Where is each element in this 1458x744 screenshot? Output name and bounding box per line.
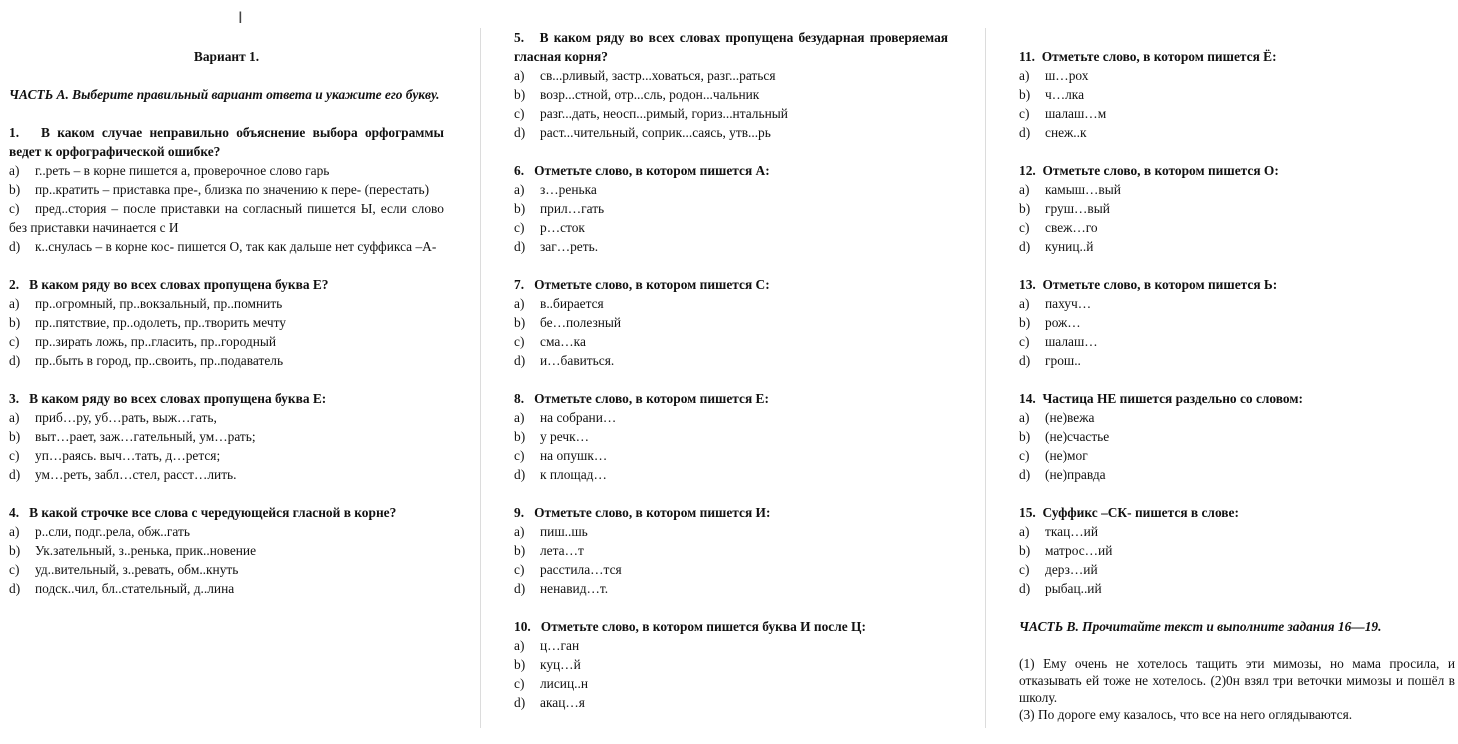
option-letter: b)	[1019, 201, 1031, 216]
question-text: В какой строчке все слова с чередующейся гласной в корне?	[29, 505, 397, 520]
option-letter: a)	[514, 296, 525, 311]
column-2	[514, 0, 948, 712]
question-8	[514, 389, 948, 484]
option-letter: a)	[9, 410, 20, 425]
question-number: 6.	[514, 163, 525, 178]
answer-option[interactable]	[1019, 408, 1455, 427]
answer-option[interactable]	[514, 123, 948, 142]
question-text: Отметьте слово, в котором пишется Ё:	[1041, 49, 1277, 64]
option-letter: c)	[1019, 562, 1030, 577]
question-13	[1019, 275, 1455, 370]
answer-option[interactable]	[514, 579, 948, 598]
option-text: прил…гать	[540, 201, 605, 216]
answer-option[interactable]	[1019, 199, 1455, 218]
option-letter: c)	[514, 220, 525, 235]
option-letter: b)	[514, 315, 526, 330]
option-letter: d)	[1019, 239, 1031, 254]
question-number: 14.	[1019, 391, 1036, 406]
option-letter: d)	[1019, 581, 1031, 596]
option-text: лета…т	[540, 543, 584, 558]
answer-option[interactable]	[1019, 218, 1455, 237]
option-letter: c)	[1019, 334, 1030, 349]
option-text: ткац…ий	[1045, 524, 1098, 539]
question-number: 9.	[514, 505, 525, 520]
question-15	[1019, 503, 1455, 598]
question-12	[1019, 161, 1455, 256]
text-paragraph-2: (3) По дороге ему казалось, что все на него оглядываются.	[1019, 707, 1353, 722]
option-letter: d)	[1019, 353, 1031, 368]
answer-option[interactable]	[1019, 85, 1455, 104]
option-text: р..сли, подг..рела, обж..гать	[35, 524, 190, 539]
option-text: г..реть – в корне пишется а, проверочное слово гарь	[35, 163, 330, 178]
option-text: сма…ка	[540, 334, 586, 349]
option-letter: c)	[514, 676, 525, 691]
question-text: Отметьте слово, в котором пишется А:	[534, 163, 770, 178]
option-text: к..снулась – в корне кос- пишется О, так как дальше нет суффикса –А-	[35, 239, 437, 254]
answer-option[interactable]	[9, 351, 444, 370]
column-1	[9, 0, 444, 598]
option-text: грош..	[1045, 353, 1081, 368]
option-letter: a)	[1019, 182, 1030, 197]
text-paragraph-1: (1) Ему очень не хотелось тащить эти мимозы, но мама просила, и отказывать ей тоже не хотелось. (2)0н взял три веточки мимозы и пошёл в школу.	[1019, 656, 1455, 705]
option-letter: c)	[514, 334, 525, 349]
answer-option[interactable]	[514, 560, 948, 579]
option-letter: a)	[1019, 524, 1030, 539]
option-text: на опушк…	[540, 448, 608, 463]
option-text: матрос…ий	[1045, 543, 1113, 558]
option-letter: c)	[9, 562, 20, 577]
option-text: снеж..к	[1045, 125, 1087, 140]
answer-option[interactable]	[9, 579, 444, 598]
answer-option[interactable]	[1019, 313, 1455, 332]
option-text: дерз…ий	[1045, 562, 1098, 577]
option-text: акац…я	[540, 695, 585, 710]
option-text: ненавид…т.	[540, 581, 609, 596]
question-2	[9, 275, 444, 370]
answer-option[interactable]	[514, 351, 948, 370]
option-letter: b)	[514, 657, 526, 672]
option-letter: b)	[1019, 429, 1031, 444]
option-text: лисиц..н	[540, 676, 588, 691]
option-letter: d)	[9, 353, 21, 368]
answer-option[interactable]	[1019, 579, 1455, 598]
answer-option[interactable]	[1019, 332, 1455, 351]
question-text: В каком ряду во всех словах пропущена безударная проверяемая гласная корня?	[514, 30, 949, 64]
option-letter: d)	[514, 239, 526, 254]
option-letter: c)	[1019, 220, 1030, 235]
option-text: рыбац..ий	[1045, 581, 1102, 596]
option-text: свеж…го	[1045, 220, 1098, 235]
option-letter: a)	[1019, 68, 1030, 83]
option-letter: d)	[9, 581, 21, 596]
option-text: и…бавиться.	[540, 353, 615, 368]
option-text: заг…реть.	[540, 239, 599, 254]
option-letter: c)	[514, 562, 525, 577]
question-text: Отметьте слово, в котором пишется И:	[534, 505, 771, 520]
option-letter: a)	[514, 68, 525, 83]
option-letter: b)	[9, 182, 21, 197]
option-letter: d)	[514, 581, 526, 596]
question-6	[514, 161, 948, 256]
option-text: раст...чительный, соприк...саясь, утв...рь	[540, 125, 771, 140]
option-text: на собрани…	[540, 410, 617, 425]
option-letter: a)	[514, 638, 525, 653]
question-text: Частица НЕ пишется раздельно со словом:	[1042, 391, 1303, 406]
text-cursor-icon: I	[238, 8, 243, 27]
option-text: выт…рает, заж…гательный, ум…рать;	[35, 429, 256, 444]
answer-option[interactable]	[1019, 180, 1455, 199]
option-text: рож…	[1045, 315, 1081, 330]
option-text: Ук.зательный, з..ренька, прик..новение	[35, 543, 257, 558]
answer-option[interactable]	[514, 541, 948, 560]
answer-option[interactable]	[1019, 351, 1455, 370]
answer-option[interactable]	[9, 332, 444, 351]
part-b-instruction: ЧАСТЬ В. Прочитайте текст и выполните задания 16—19.	[1019, 619, 1382, 634]
answer-option[interactable]	[9, 161, 444, 180]
option-letter: c)	[514, 448, 525, 463]
answer-option[interactable]	[9, 199, 444, 237]
option-text: св...рливый, застр...ховаться, разг...раться	[540, 68, 776, 83]
option-letter: b)	[1019, 87, 1031, 102]
answer-option[interactable]	[514, 674, 948, 693]
option-letter: d)	[9, 467, 21, 482]
option-text: пред..стория – после приставки на согласный пишется Ы, если слово без приставки начинается с И	[9, 201, 444, 235]
option-letter: d)	[9, 239, 21, 254]
option-text: ум…реть, забл…стел, расст…лить.	[35, 467, 237, 482]
option-letter: b)	[9, 543, 21, 558]
option-letter: b)	[514, 87, 526, 102]
answer-option[interactable]	[514, 522, 948, 541]
option-text: (не)правда	[1045, 467, 1106, 482]
option-text: камыш…вый	[1045, 182, 1121, 197]
option-letter: d)	[514, 125, 526, 140]
answer-option[interactable]	[1019, 522, 1455, 541]
option-text: в..бирается	[540, 296, 604, 311]
option-text: ц…ган	[540, 638, 580, 653]
option-letter: a)	[514, 410, 525, 425]
option-text: р…сток	[540, 220, 585, 235]
question-9	[514, 503, 948, 598]
question-text: В каком случае неправильно объяснение выбора орфограммы ведет к орфографической ошибке?	[9, 125, 444, 159]
option-letter: b)	[514, 201, 526, 216]
question-number: 12.	[1019, 163, 1036, 178]
answer-option[interactable]	[9, 560, 444, 579]
answer-option[interactable]	[514, 218, 948, 237]
answer-option[interactable]	[9, 237, 444, 256]
answer-option[interactable]	[514, 655, 948, 674]
option-text: ш…рох	[1045, 68, 1089, 83]
answer-option[interactable]	[514, 199, 948, 218]
option-letter: a)	[9, 163, 20, 178]
question-number: 1.	[9, 125, 20, 140]
option-letter: a)	[514, 182, 525, 197]
option-text: пиш..шь	[540, 524, 588, 539]
answer-option[interactable]	[514, 408, 948, 427]
answer-option[interactable]	[9, 446, 444, 465]
option-text: расстила…тся	[540, 562, 622, 577]
option-letter: c)	[1019, 106, 1030, 121]
option-letter: d)	[1019, 125, 1031, 140]
question-number: 8.	[514, 391, 525, 406]
option-letter: d)	[1019, 467, 1031, 482]
option-letter: c)	[1019, 448, 1030, 463]
option-text: куц…й	[540, 657, 581, 672]
question-text: В каком ряду во всех словах пропущена буква Е:	[29, 391, 327, 406]
option-letter: b)	[514, 543, 526, 558]
answer-option[interactable]	[1019, 446, 1455, 465]
option-letter: b)	[1019, 543, 1031, 558]
answer-option[interactable]	[514, 693, 948, 712]
question-5	[514, 28, 948, 142]
option-text: шалаш…	[1045, 334, 1098, 349]
answer-option[interactable]	[514, 294, 948, 313]
column-3	[1019, 0, 1455, 723]
question-text: Отметьте слово, в котором пишется Е:	[534, 391, 769, 406]
option-text: (не)счастье	[1045, 429, 1110, 444]
answer-option[interactable]	[514, 636, 948, 655]
option-text: пр..быть в город, пр..своить, пр..подаватель	[35, 353, 284, 368]
option-letter: d)	[514, 353, 526, 368]
option-letter: c)	[9, 448, 20, 463]
answer-option[interactable]	[9, 465, 444, 484]
answer-option[interactable]	[9, 427, 444, 446]
question-number: 15.	[1019, 505, 1036, 520]
question-number: 5.	[514, 30, 525, 45]
option-text: пр..пятствие, пр..одолеть, пр..творить мечту	[35, 315, 286, 330]
part-a-instruction: ЧАСТЬ А. Выберите правильный вариант ответа и укажите его букву.	[9, 87, 440, 102]
option-text: уп…раясь. выч…тать, д…рется;	[35, 448, 221, 463]
option-letter: a)	[9, 524, 20, 539]
option-text: разг...дать, неосп...римый, гориз...нтальный	[540, 106, 788, 121]
question-number: 4.	[9, 505, 20, 520]
question-text: Отметьте слово, в котором пишется Ь:	[1042, 277, 1278, 292]
question-text: Отметьте слово, в котором пишется С:	[534, 277, 770, 292]
question-number: 10.	[514, 619, 531, 634]
question-number: 7.	[514, 277, 525, 292]
answer-option[interactable]	[9, 294, 444, 313]
answer-option[interactable]	[514, 237, 948, 256]
option-text: подск..чил, бл..стательный, д..лина	[35, 581, 235, 596]
option-letter: a)	[1019, 296, 1030, 311]
question-text: Отметьте слово, в котором пишется О:	[1042, 163, 1279, 178]
option-text: у речк…	[540, 429, 589, 444]
option-text: (не)мог	[1045, 448, 1088, 463]
option-letter: a)	[9, 296, 20, 311]
option-letter: c)	[9, 201, 20, 216]
variant-title: Вариант 1.	[193, 49, 260, 64]
option-text: пр..огромный, пр..вокзальный, пр..помнить	[35, 296, 283, 311]
option-letter: d)	[514, 467, 526, 482]
option-letter: b)	[9, 429, 21, 444]
answer-option[interactable]	[9, 180, 444, 199]
answer-option[interactable]	[1019, 66, 1455, 85]
answer-option[interactable]	[514, 446, 948, 465]
answer-option[interactable]	[1019, 123, 1455, 142]
question-number: 3.	[9, 391, 20, 406]
answer-option[interactable]	[514, 104, 948, 123]
column-divider	[985, 28, 986, 728]
answer-option[interactable]	[514, 85, 948, 104]
option-text: пр..зирать ложь, пр..гласить, пр..городный	[35, 334, 277, 349]
option-text: приб…ру, уб…рать, выж…гать,	[35, 410, 217, 425]
option-letter: b)	[9, 315, 21, 330]
answer-option[interactable]	[9, 313, 444, 332]
answer-option[interactable]	[1019, 237, 1455, 256]
question-number: 13.	[1019, 277, 1036, 292]
option-text: пахуч…	[1045, 296, 1092, 311]
option-letter: b)	[514, 429, 526, 444]
option-text: к площад…	[540, 467, 607, 482]
option-text: шалаш…м	[1045, 106, 1107, 121]
question-text: Суффикс –СК- пишется в слове:	[1042, 505, 1239, 520]
option-text: пр..кратить – приставка пре-, близка по значению к пере- (перестать)	[35, 182, 430, 197]
question-text: Отметьте слово, в котором пишется буква И после Ц:	[540, 619, 866, 634]
answer-option[interactable]	[1019, 560, 1455, 579]
answer-option[interactable]	[9, 408, 444, 427]
option-letter: d)	[514, 695, 526, 710]
answer-option[interactable]	[514, 427, 948, 446]
option-text: (не)вежа	[1045, 410, 1095, 425]
answer-option[interactable]	[514, 332, 948, 351]
answer-option[interactable]	[9, 541, 444, 560]
option-text: возр...стной, отр...сль, родон...чальник	[540, 87, 760, 102]
question-14	[1019, 389, 1455, 484]
answer-option[interactable]	[514, 465, 948, 484]
option-text: бе…полезный	[540, 315, 622, 330]
option-letter: b)	[1019, 315, 1031, 330]
column-divider	[480, 28, 481, 728]
question-1	[9, 123, 444, 256]
question-number: 11.	[1019, 49, 1035, 64]
option-letter: a)	[514, 524, 525, 539]
option-text: груш…вый	[1045, 201, 1110, 216]
answer-option[interactable]	[1019, 427, 1455, 446]
answer-option[interactable]	[1019, 541, 1455, 560]
option-text: ч…лка	[1045, 87, 1085, 102]
answer-option[interactable]	[1019, 294, 1455, 313]
option-letter: a)	[1019, 410, 1030, 425]
question-number: 2.	[9, 277, 20, 292]
answer-option[interactable]	[9, 522, 444, 541]
answer-option[interactable]	[514, 180, 948, 199]
question-7	[514, 275, 948, 370]
question-11	[1019, 47, 1455, 142]
question-4	[9, 503, 444, 598]
option-letter: c)	[9, 334, 20, 349]
question-3	[9, 389, 444, 484]
option-text: уд..вительный, з..ревать, обм..кнуть	[35, 562, 239, 577]
question-10	[514, 617, 948, 712]
answer-option[interactable]	[514, 66, 948, 85]
option-letter: c)	[514, 106, 525, 121]
answer-option[interactable]	[1019, 465, 1455, 484]
option-text: куниц..й	[1045, 239, 1094, 254]
option-text: з…ренька	[540, 182, 597, 197]
answer-option[interactable]	[1019, 104, 1455, 123]
answer-option[interactable]	[514, 313, 948, 332]
question-text: В каком ряду во всех словах пропущена буква Е?	[29, 277, 329, 292]
